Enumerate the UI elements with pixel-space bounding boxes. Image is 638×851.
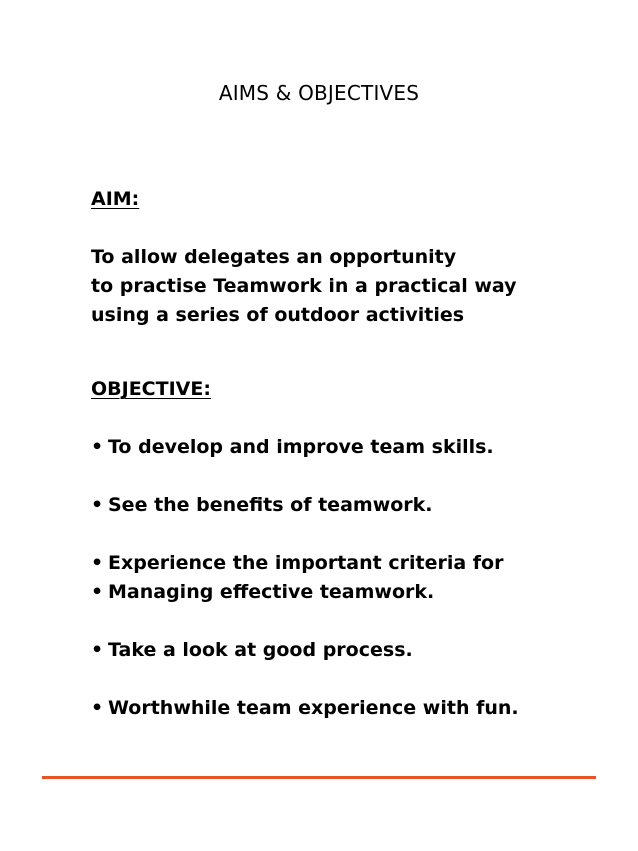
aim-heading: AIM: bbox=[91, 188, 140, 210]
page-title: AIMS & OBJECTIVES bbox=[218, 81, 420, 105]
spacer bbox=[91, 520, 611, 549]
spacer bbox=[91, 404, 611, 433]
spacer bbox=[91, 462, 611, 491]
aim-line: using a series of outdoor activities bbox=[91, 304, 465, 326]
objective-bullet: • See the benefits of teamwork. bbox=[91, 491, 611, 520]
objective-bullet: • Worthwhile team experience with fun. bbox=[91, 694, 611, 723]
spacer bbox=[91, 330, 611, 375]
footer-divider bbox=[42, 776, 596, 779]
objective-bullet: • Take a look at good process. bbox=[91, 636, 611, 665]
spacer bbox=[91, 214, 611, 243]
aim-line: To allow delegates an opportunity bbox=[91, 246, 457, 268]
spacer bbox=[91, 665, 611, 694]
objective-bullet: • Managing effective teamwork. bbox=[91, 578, 611, 607]
objective-bullet: • To develop and improve team skills. bbox=[91, 433, 611, 462]
spacer bbox=[91, 607, 611, 636]
aim-line: to practise Teamwork in a practical way bbox=[91, 275, 517, 297]
document-body bbox=[91, 185, 611, 723]
objective-bullet: • Experience the important criteria for bbox=[91, 549, 611, 578]
objective-heading: OBJECTIVE: bbox=[91, 378, 211, 400]
